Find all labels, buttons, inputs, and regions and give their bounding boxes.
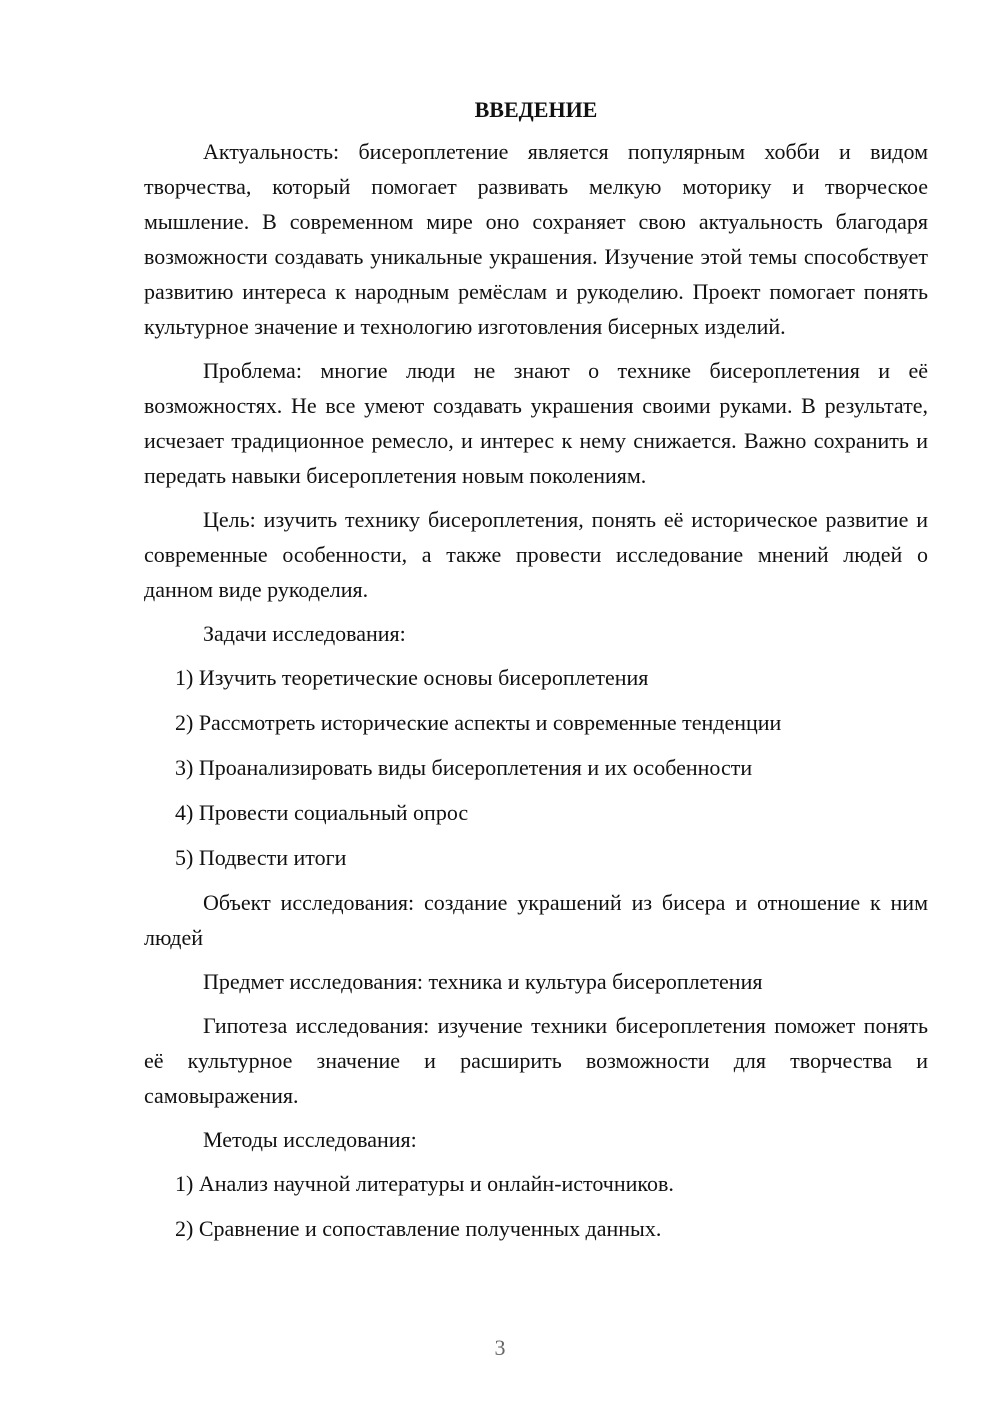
hypothesis-paragraph: Гипотеза исследования: изучение техники бисероплетения поможет понять её культурное значение и расширить возможности для творчества и самовыражения. [144, 1013, 928, 1108]
section-heading: ВВЕДЕНИЕ [474, 97, 598, 122]
tasks-list [144, 660, 928, 875]
list-item: 4) Провести социальный опрос [175, 800, 469, 825]
list-item: 2) Рассмотреть исторические аспекты и современные тенденции [175, 710, 782, 735]
list-item: 3) Проанализировать виды бисероплетения и их особенности [175, 755, 753, 780]
list-item: 5) Подвести итоги [175, 845, 347, 870]
problem-paragraph: Проблема: многие люди не знают о технике бисероплетения и её возможностях. Не все умеют создавать украшения своими руками. В результате, исчезает традиционное ремесло, и интерес к нему снижается. Важно сохранить и передать навыки бисероплетения новым поколениям. [144, 358, 928, 488]
goal-paragraph: Цель: изучить технику бисероплетения, понять её историческое развитие и современные особенности, а также провести исследование мнений людей о данном виде рукоделия. [144, 507, 928, 602]
list-item: 2) Сравнение и сопоставление полученных данных. [175, 1216, 662, 1241]
relevance-paragraph: Актуальность: бисероплетение является популярным хобби и видом творчества, который помогает развивать мелкую моторику и творческое мышление. В современном мире оно сохраняет свою актуальность благодаря возможности создавать уникальные украшения. Изучение этой темы способствует развитию интереса к народным ремёслам и рукоделию. Проект помогает понять культурное значение и технологию изготовления бисерных изделий. [144, 139, 928, 339]
object-paragraph: Объект исследования: создание украшений из бисера и отношение к ним людей [144, 890, 928, 950]
page-content [144, 92, 928, 1256]
list-item: 1) Анализ научной литературы и онлайн-источников. [175, 1171, 674, 1196]
tasks-title: Задачи исследования: [203, 621, 406, 646]
list-item: 1) Изучить теоретические основы бисероплетения [175, 665, 649, 690]
page-number: 3 [494, 1335, 506, 1360]
methods-title: Методы исследования: [203, 1127, 417, 1152]
subject-paragraph: Предмет исследования: техника и культура бисероплетения [203, 969, 763, 994]
methods-list [144, 1166, 928, 1246]
